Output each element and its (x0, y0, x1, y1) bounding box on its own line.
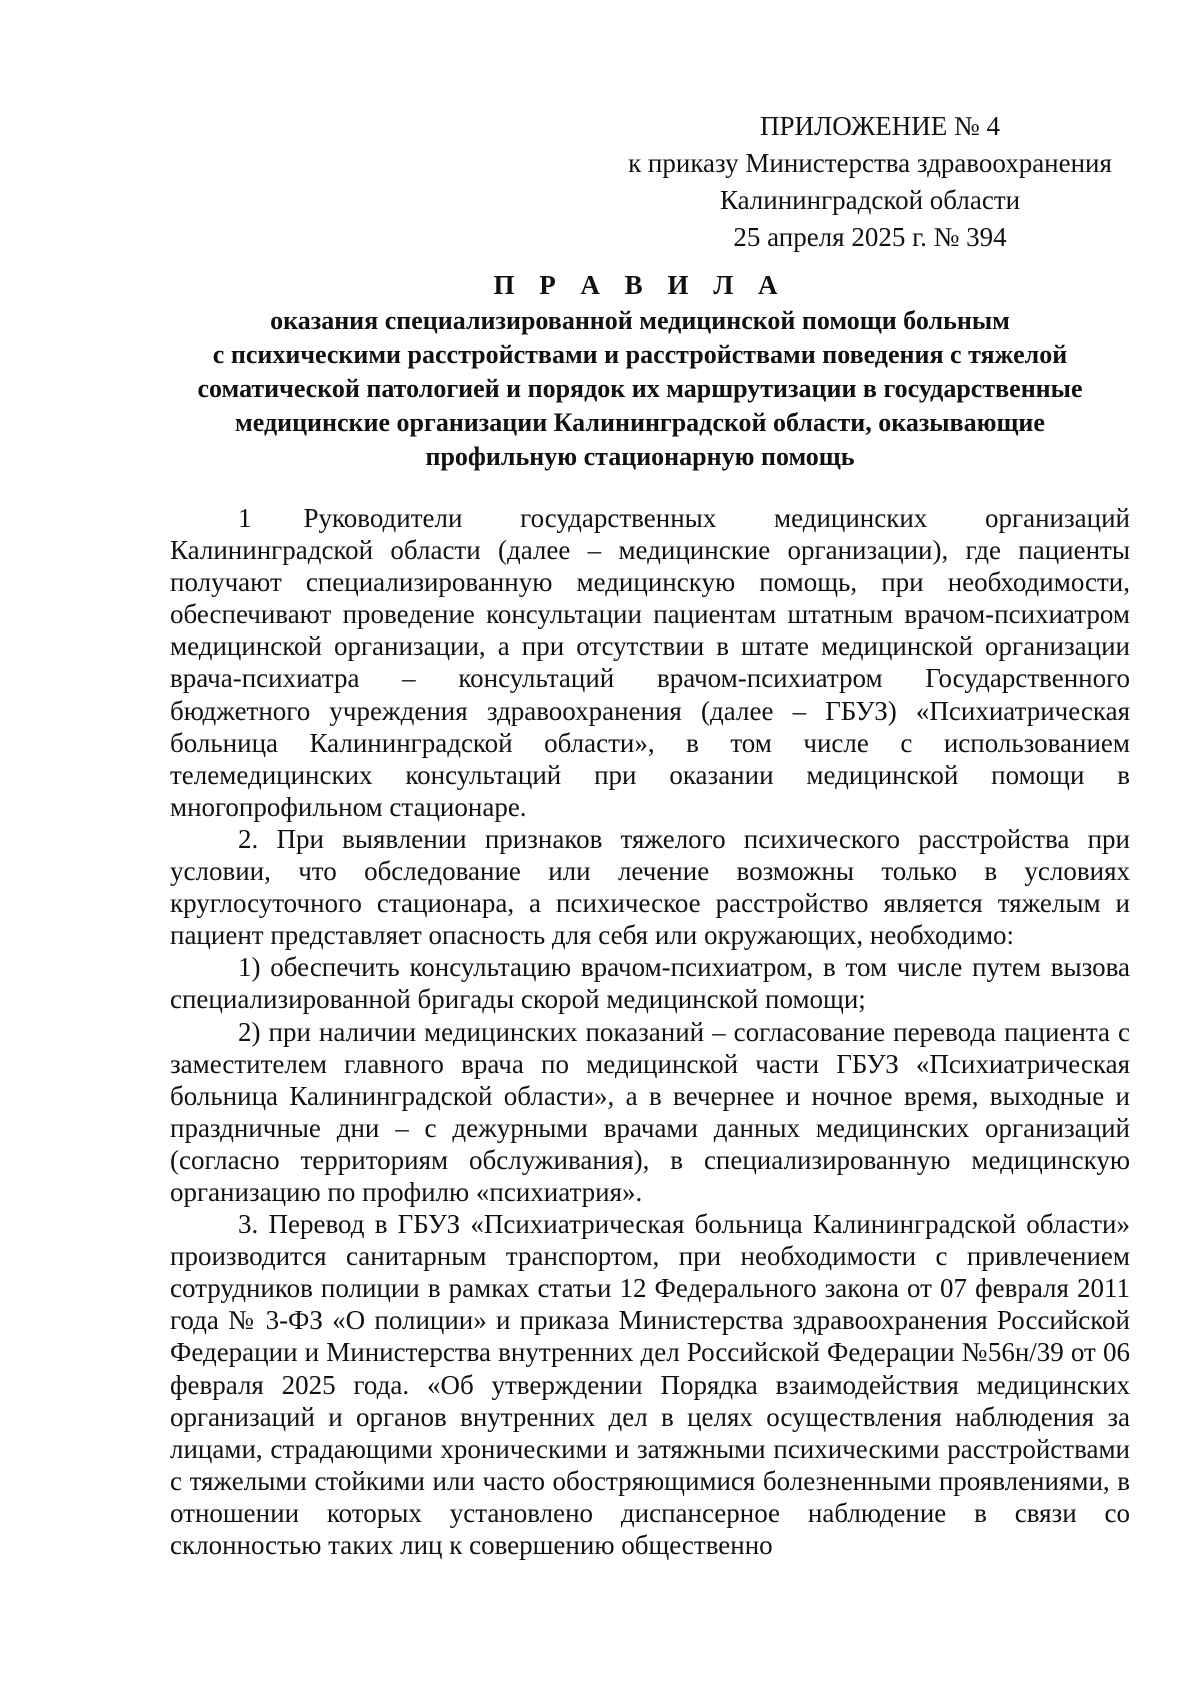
paragraph-1 (170, 502, 1130, 823)
paragraph-2-item-2: 2) при наличии медицинских показаний – согласование перевода пациента с заместителем главного врача по медицинской части ГБУЗ «Психиатрическая больница Калининградской области», а в вечернее и ночное время, выходные и праздничные дни – с дежурными врачами данных медицинских организаций (согласно территориям обслуживания), в специализированную медицинскую организацию по профилю «психиатрия». (170, 1016, 1130, 1207)
order-date-number: 25 апреля 2025 г. № 394 (733, 222, 1007, 252)
order-reference: к приказу Министерства здравоохранения (628, 148, 1112, 178)
appendix-number: ПРИЛОЖЕНИЕ № 4 (759, 111, 1001, 141)
title-line: медицинские организации Калининградской области, оказывающие (235, 408, 1045, 437)
title-line: с психическими расстройствами и расстройствами поведения с тяжелой (212, 340, 1068, 369)
paragraph-2-item-1: 1) обеспечить консультацию врачом-психиатром, в том числе путем вызова специализированной бригады скорой медицинской помощи; (170, 952, 1130, 1015)
document-title (150, 268, 1130, 474)
paragraph-1-text: Руководители государственных медицинских организаций Калининградской области (далее – медицинские организации), где пациенты получают специализированную медицинскую помощь, при необходимости, обеспечивают проведение консультации пациентам штатным врачом-психиатром медицинской организации, а при отсутствии в штате медицинской организации врача-психиатра – консультаций врачом-психиатром Государственного бюджетного учреждения здравоохранения (далее – ГБУЗ) «Психиатрическая больница Калининградской области», в том числе с использованием телемедицинских консультаций при оказании медицинской помощи в многопрофильном стационаре. (170, 503, 1130, 822)
document-body (170, 502, 1130, 1561)
paragraph-2: 2. При выявлении признаков тяжелого психического расстройства при условии, что обследование или лечение возможны только в условиях круглосуточного стационара, а психическое расстройство является тяжелым и пациент представляет опасность для себя или окружающих, необходимо: (170, 823, 1130, 951)
paragraph-1-number: 1 (238, 503, 252, 533)
paragraph-3: 3. Перевод в ГБУЗ «Психиатрическая больница Калининградской области» производится санитарным транспортом, при необходимости с привлечением сотрудников полиции в рамках статьи 12 Федерального закона от 07 февраля 2011 года № 3-ФЗ «О полиции» и приказа Министерства здравоохранения Российской Федерации и Министерства внутренних дел Российской Федерации №56н/39 от 06 февраля 2025 года. «Об утверждении Порядка взаимодействия медицинских организаций и органов внутренних дел в целях осуществления наблюдения за лицами, страдающими хроническими и затяжными психическими расстройствами с тяжелыми стойкими или часто обостряющимися болезненными проявлениями, в отношении которых установлено диспансерное наблюдение в связи со склонностью таких лиц к совершению общественно (170, 1209, 1130, 1560)
title-line: профильную стационарную помощь (425, 442, 855, 471)
appendix-header (610, 108, 1130, 256)
region-name: Калининградской области (719, 185, 1021, 215)
title-line: оказания специализированной медицинской помощи больным (270, 306, 1010, 335)
title-line: соматической патологией и порядок их маршрутизации в государственные (197, 374, 1083, 403)
title-main: П Р А В И Л А (493, 270, 787, 300)
